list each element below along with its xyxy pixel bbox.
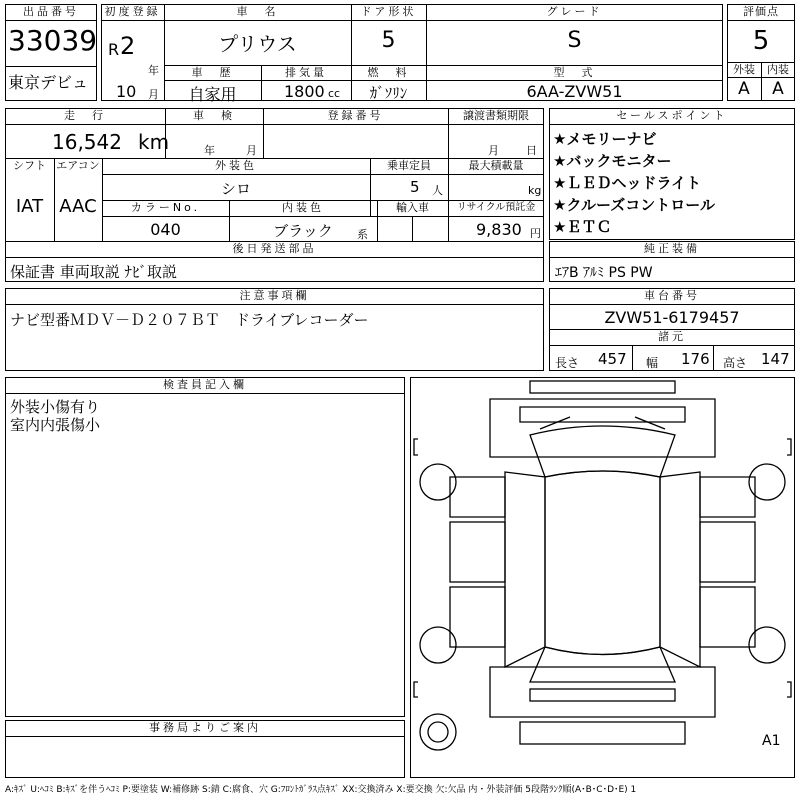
inspection-year-unit: 年 [204, 144, 215, 157]
import-label: 輸入車 [396, 201, 429, 214]
legend: A:ｷｽﾞ U:ﾍｺﾐ B:ｷｽﾞを伴うﾍｺﾐ P:要塗装 W:補修跡 S:錆 C:腐食、穴 G:ﾌﾛﾝﾄｶﾞﾗｽ点ｷｽﾞ XX:交換済み X:要交換 欠:欠品 内・外装評価 5段階ﾗﾝｸ順(A･B･C･D･E) 1 [5, 785, 637, 795]
mileage-unit: km [138, 130, 170, 154]
venue: 東京デビュ [8, 73, 89, 92]
exterior-grade: A [738, 79, 750, 99]
history: 自家用 [188, 85, 237, 104]
office-label: 事務局よりご案内 [149, 721, 261, 734]
inspection-label: 車 検 [193, 109, 235, 122]
length: 457 [598, 350, 627, 368]
registration-year: 2 [120, 32, 136, 60]
score: 5 [752, 26, 770, 56]
lot-number: 33039 [8, 24, 98, 57]
car-diagram [410, 377, 795, 778]
selling-point-2: ★バックモニター [553, 152, 672, 170]
recycle-fee: 9,830 [476, 220, 522, 239]
interior-grade: A [772, 79, 784, 99]
height: 147 [761, 350, 790, 368]
recycle-fee-unit: 円 [530, 227, 541, 240]
notes-label: 注意事項欄 [239, 289, 310, 302]
interior-color-label: 内装色 [282, 201, 324, 214]
capacity: 5 [410, 178, 420, 196]
dimensions-label: 諸元 [658, 330, 686, 343]
transfer-day-unit: 日 [526, 144, 537, 157]
year-unit: 年 [148, 64, 159, 77]
inspector-line-2: 室内内張傷小 [10, 416, 101, 434]
transfer-deadline-label: 譲渡書類期限 [463, 109, 529, 122]
aircon-label: エアコン [56, 159, 100, 172]
chassis-number: ZVW51-6179457 [604, 308, 740, 327]
displacement-label: 排気量 [285, 66, 327, 79]
selling-point-3: ★ＬＥＤヘッドライト [553, 174, 701, 192]
selling-points-label: セールスポイント [616, 109, 728, 122]
exterior-color-label: 外装色 [215, 159, 257, 172]
selling-point-5: ★ＥＴＣ [553, 218, 612, 236]
fuel: ｶﾞｿﾘﾝ [369, 84, 408, 102]
model-label: 型 式 [553, 66, 596, 79]
max-load-unit: kg [528, 184, 542, 197]
mileage-label: 走 行 [64, 109, 106, 122]
equipment: ｴｱB ｱﾙﾐ PS PW [555, 265, 653, 281]
door-label: ドア形状 [360, 5, 417, 18]
door-count: 5 [381, 28, 396, 53]
damage-code: A1 [762, 733, 781, 749]
width: 176 [681, 350, 710, 368]
inspector-label: 検査員記入欄 [163, 378, 247, 391]
first-registration-label: 初度登録 [104, 5, 161, 18]
registration-number-label: 登録番号 [327, 109, 384, 122]
lot-number-label: 出品番号 [23, 5, 79, 18]
inspection-month-unit: 月 [246, 144, 257, 157]
interior-color-unit: 系 [357, 228, 368, 241]
grade: S [567, 28, 582, 53]
car-name-label: 車 名 [236, 5, 279, 18]
later-parts: 保証書 車両取説 ﾅﾋﾞ取説 [10, 263, 178, 281]
fuel-label: 燃 料 [367, 66, 410, 79]
interior-color: ブラック [273, 222, 333, 240]
height-label: 高さ [723, 356, 748, 370]
selling-point-4: ★クルーズコントロール [553, 196, 715, 214]
length-label: 長さ [555, 356, 580, 370]
registration-month: 10 [116, 82, 137, 101]
chassis-label: 車台番号 [644, 289, 700, 302]
capacity-unit: 人 [432, 184, 443, 197]
mileage: 16,542 [52, 130, 122, 154]
score-label: 評価点 [743, 5, 779, 18]
max-load-label: 最大積載量 [468, 159, 524, 172]
exterior-grade-label: 外装 [733, 63, 755, 76]
month-unit: 月 [148, 88, 159, 101]
era: R [108, 40, 120, 59]
shift: IAT [15, 196, 44, 217]
notes: ナビ型番ＭＤＶ－Ｄ２０７ＢＴ ドライブレコーダー [10, 311, 369, 329]
transfer-month-unit: 月 [488, 144, 499, 157]
displacement: 1800 [284, 82, 325, 101]
history-label: 車 歴 [191, 66, 234, 79]
model-code: 6AA-ZVW51 [526, 82, 623, 101]
width-label: 幅 [646, 356, 659, 370]
inspector-line-1: 外装小傷有り [10, 398, 101, 416]
equipment-label: 純正装備 [644, 242, 700, 255]
car-name: プリウス [218, 32, 297, 56]
exterior-color: シロ [220, 180, 251, 198]
color-number: 040 [150, 220, 181, 239]
aircon: AAC [59, 196, 97, 217]
recycle-fee-label: リサイクル預託金 [456, 202, 536, 213]
color-number-label: カラーNo. [130, 201, 201, 214]
displacement-unit: cc [328, 87, 341, 100]
selling-point-1: ★メモリーナビ [553, 130, 657, 148]
interior-grade-label: 内装 [767, 63, 789, 76]
shift-label: シフト [13, 159, 46, 172]
grade-label: グレード [546, 5, 603, 18]
later-parts-label: 後日発送部品 [232, 242, 317, 255]
capacity-label: 乗車定員 [387, 159, 431, 172]
